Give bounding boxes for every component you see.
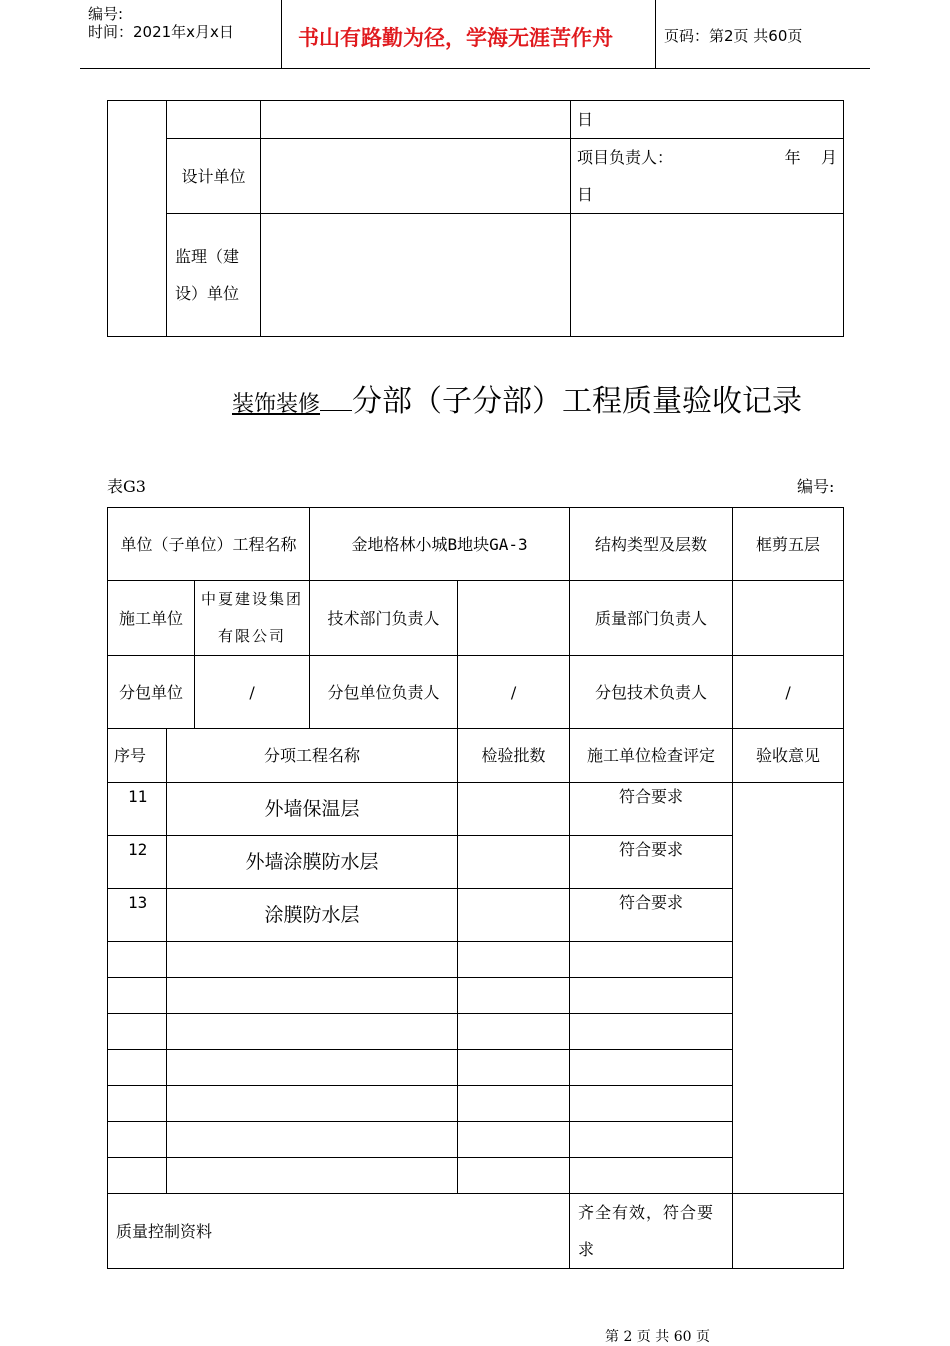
row-batches (458, 836, 570, 889)
subcontract-head-label: 分包单位负责人 (310, 656, 458, 729)
header-divider-2 (655, 0, 656, 68)
empty-cell (458, 1086, 570, 1122)
empty-cell (570, 942, 733, 978)
row-eval: 符合要求 (570, 783, 733, 836)
subcontract-label: 分包单位 (108, 656, 195, 729)
row-no: 13 (108, 889, 167, 942)
construction-unit-value: 中夏建设集团有限公司 (195, 581, 310, 656)
empty-cell (167, 1086, 458, 1122)
empty-cell (108, 978, 167, 1014)
col-header-opinion: 验收意见 (733, 729, 844, 783)
design-unit-label: 设计单位 (167, 139, 261, 214)
empty-cell (108, 942, 167, 978)
form-serial: 编号: (797, 477, 835, 496)
row-no: 11 (108, 783, 167, 836)
design-unit-value (261, 139, 571, 214)
row-no: 12 (108, 836, 167, 889)
subcontract-head-value: / (458, 656, 570, 729)
header-time: 时间：2021年x月x日 (88, 23, 234, 41)
empty-cell (167, 978, 458, 1014)
empty-cell (570, 1086, 733, 1122)
empty-cell (458, 1014, 570, 1050)
row-name: 外墙涂膜防水层 (167, 836, 458, 889)
empty-cell (570, 1122, 733, 1158)
empty-cell (458, 1050, 570, 1086)
opinion-merged-cell (733, 783, 844, 1194)
subcontract-value: / (195, 656, 310, 729)
design-leader-cell (571, 139, 844, 214)
empty-cell (570, 1158, 733, 1194)
row-name: 外墙保温层 (167, 783, 458, 836)
year-month-label: 年 月 (784, 148, 837, 167)
unit-project-value: 金地格林小城B地块GA-3 (310, 508, 570, 581)
header-motto: 书山有路勤为径，学海无涯苦作舟 (298, 26, 613, 50)
row-batches (458, 783, 570, 836)
row1-day: 日 (571, 101, 844, 139)
table-number: 表G3 (107, 477, 146, 496)
structure-value: 框剪五层 (733, 508, 844, 581)
row-eval: 符合要求 (570, 889, 733, 942)
empty-cell (458, 1158, 570, 1194)
quality-head-label: 质量部门负责人 (570, 581, 733, 656)
empty-cell (167, 101, 261, 139)
title-underlined: 装饰装修 (232, 392, 321, 417)
empty-cell (108, 1086, 167, 1122)
empty-cell (570, 1014, 733, 1050)
header-rule (80, 68, 870, 69)
col-header-no: 序号 (108, 729, 167, 783)
title-underline-pad (320, 410, 352, 411)
empty-cell (108, 1050, 167, 1086)
quality-control-label: 质量控制资料 (108, 1194, 570, 1269)
empty-cell (458, 942, 570, 978)
empty-cell (570, 1050, 733, 1086)
col-header-batches: 检验批数 (458, 729, 570, 783)
row2-day: 日 (577, 185, 594, 204)
construction-unit-label: 施工单位 (108, 581, 195, 656)
subcontract-tech-value: / (733, 656, 844, 729)
signature-side-cell (108, 101, 167, 337)
structure-label: 结构类型及层数 (570, 508, 733, 581)
project-leader-label: 项目负责人： (577, 148, 674, 167)
empty-cell (458, 1122, 570, 1158)
signature-table (107, 100, 844, 337)
row-batches (458, 889, 570, 942)
empty-cell (261, 101, 571, 139)
empty-cell (108, 1158, 167, 1194)
acceptance-table (107, 507, 844, 1269)
subcontract-tech-label: 分包技术负责人 (570, 656, 733, 729)
quality-control-value: 齐全有效，符合要求 (570, 1194, 733, 1269)
empty-cell (167, 1122, 458, 1158)
quality-control-opinion (733, 1194, 844, 1269)
supervision-unit-value (261, 214, 571, 337)
empty-cell (108, 1122, 167, 1158)
header-page-info: 页码：第2页 共60页 (664, 27, 803, 45)
row-name: 涂膜防水层 (167, 889, 458, 942)
empty-cell (458, 978, 570, 1014)
supervision-unit-label: 监理（建设）单位 (167, 214, 261, 337)
empty-cell (167, 942, 458, 978)
tech-head-label: 技术部门负责人 (310, 581, 458, 656)
empty-cell (167, 1014, 458, 1050)
supervision-signature-cell (571, 214, 844, 337)
footer-page: 第 2 页 共 60 页 (605, 1329, 710, 1345)
header-divider-1 (281, 0, 282, 68)
unit-project-label: 单位（子单位）工程名称 (108, 508, 310, 581)
empty-cell (167, 1158, 458, 1194)
quality-head-value (733, 581, 844, 656)
page-title (232, 376, 802, 420)
col-header-eval: 施工单位检查评定 (570, 729, 733, 783)
title-main: 分部（子分部）工程质量验收记录 (352, 384, 803, 419)
tech-head-value (458, 581, 570, 656)
empty-cell (108, 1014, 167, 1050)
empty-cell (570, 978, 733, 1014)
header-serial: 编号: (88, 5, 124, 23)
col-header-name: 分项工程名称 (167, 729, 458, 783)
row-eval: 符合要求 (570, 836, 733, 889)
empty-cell (167, 1050, 458, 1086)
